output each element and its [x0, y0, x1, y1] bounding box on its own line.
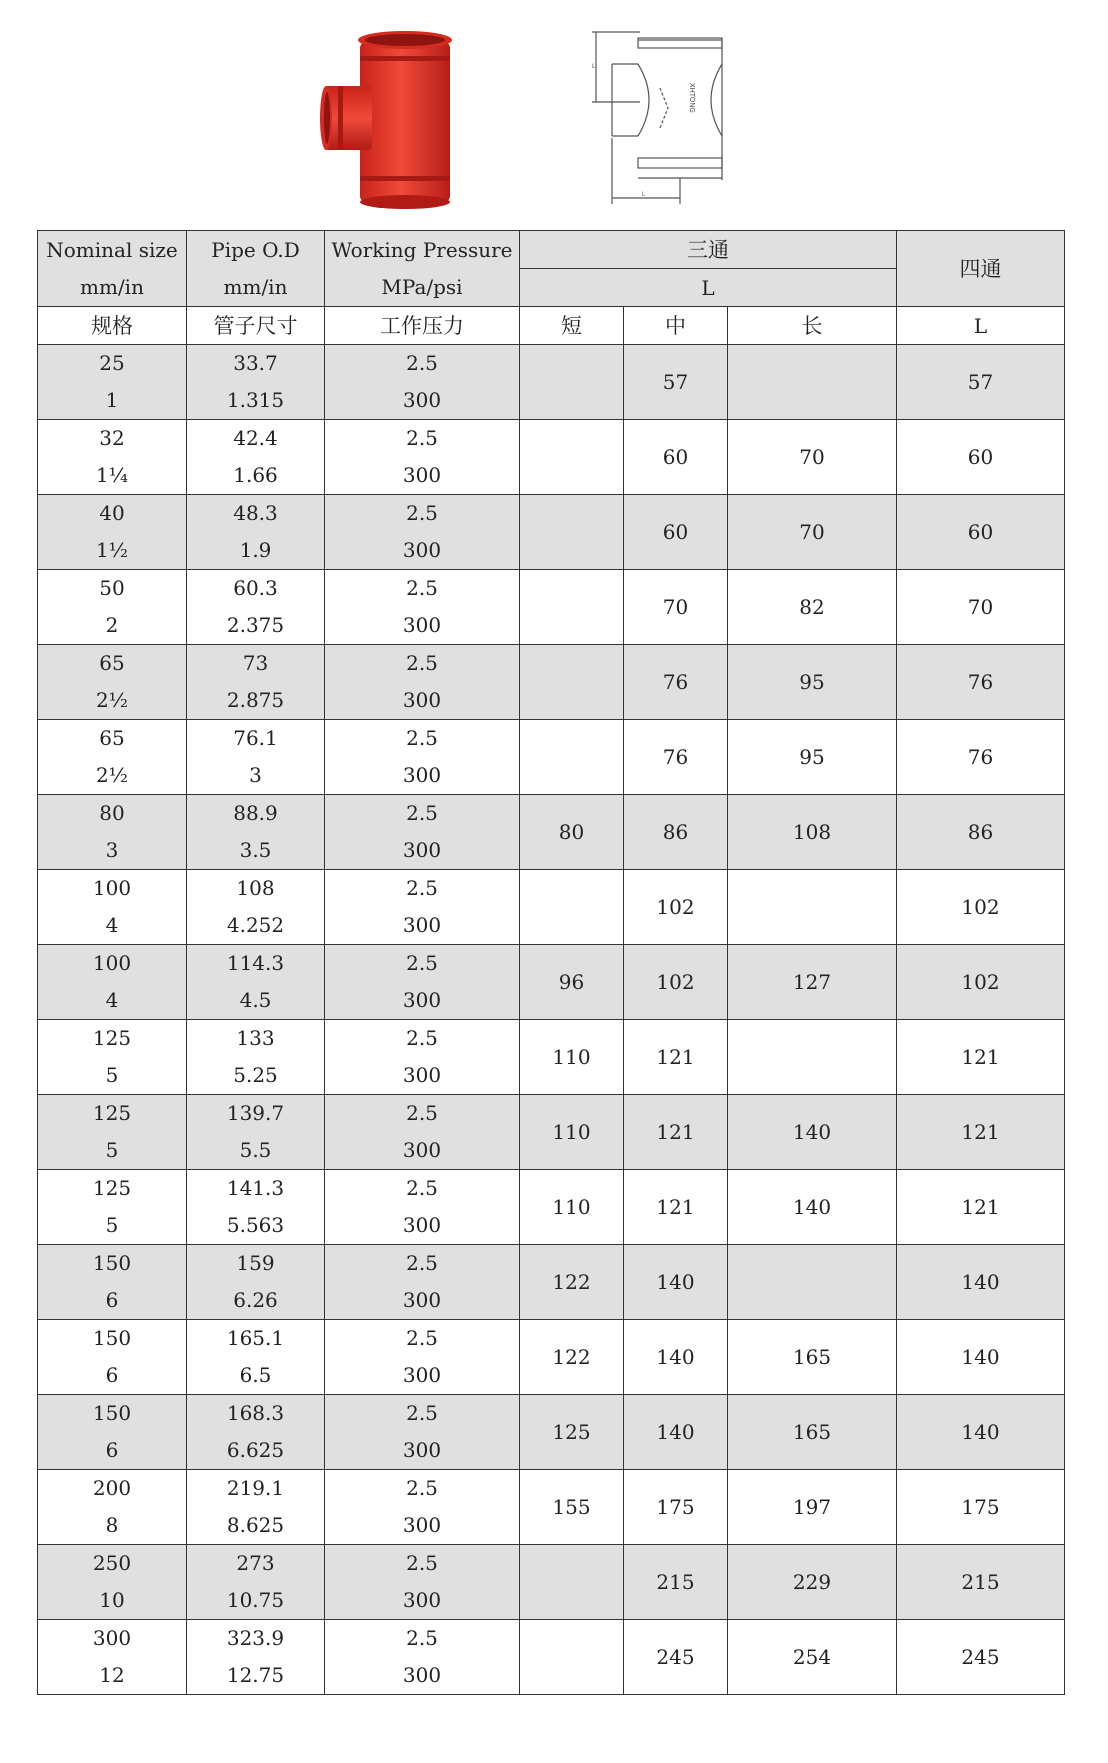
header-tee: 三通 [520, 231, 897, 269]
cell-pressure [325, 420, 520, 495]
cell-nominal-size [38, 420, 187, 495]
header-nominal-size [38, 231, 187, 307]
cell-pipe-od-in: 3.5 [239, 838, 272, 862]
cell-cross-l: 70 [897, 570, 1065, 645]
cell-short: 155 [520, 1470, 624, 1545]
cell-pipe-od-in: 1.66 [233, 463, 278, 487]
cell-pipe-od-in: 8.625 [226, 1513, 285, 1537]
cell-short: 96 [520, 945, 624, 1020]
header-working-pressure [325, 231, 520, 307]
cell-short: 110 [520, 1020, 624, 1095]
cell-nominal-size-in: 12 [99, 1663, 125, 1687]
cell-pipe-od-in: 10.75 [226, 1588, 285, 1612]
table-row [38, 945, 1065, 1020]
cell-medium: 60 [624, 495, 728, 570]
cell-pipe-od-mm: 60.3 [233, 576, 278, 600]
cell-short [520, 345, 624, 420]
cell-nominal-size-in: 6 [105, 1363, 119, 1387]
header-pipe-od-en: Pipe O.D [211, 237, 300, 262]
cell-pipe-od-in: 6.26 [233, 1288, 278, 1312]
table-body [38, 345, 1065, 1695]
cell-pressure-mm: 2.5 [406, 1626, 438, 1650]
cell-cross-l: 175 [897, 1470, 1065, 1545]
cell-pressure-mm: 2.5 [406, 1026, 438, 1050]
cell-cross-l: 102 [897, 945, 1065, 1020]
cell-nominal-size [38, 1395, 187, 1470]
cell-pressure [325, 1395, 520, 1470]
cell-short: 125 [520, 1395, 624, 1470]
cell-nominal-size-mm: 65 [99, 726, 125, 750]
cell-long: 70 [728, 420, 897, 495]
cell-long: 229 [728, 1545, 897, 1620]
cell-nominal-size [38, 1020, 187, 1095]
cell-nominal-size-in: 5 [105, 1138, 119, 1162]
cell-pressure [325, 1245, 520, 1320]
cell-long: 197 [728, 1470, 897, 1545]
table-row [38, 1020, 1065, 1095]
cell-nominal-size-in: 6 [105, 1438, 119, 1462]
cell-pipe-od-in: 6.5 [239, 1363, 272, 1387]
cell-nominal-size-mm: 150 [92, 1251, 132, 1275]
table-row [38, 1095, 1065, 1170]
header-cross: 四通 [897, 231, 1065, 307]
tee-fitting-photo [320, 26, 470, 211]
cell-medium: 121 [624, 1020, 728, 1095]
cell-long: 140 [728, 1095, 897, 1170]
cell-cross-l: 86 [897, 795, 1065, 870]
cell-short [520, 420, 624, 495]
cell-cross-l: 140 [897, 1320, 1065, 1395]
cell-pressure-mm: 2.5 [406, 576, 438, 600]
cell-medium: 245 [624, 1620, 728, 1695]
cell-nominal-size-in: 2½ [95, 763, 129, 787]
cell-nominal-size-in: 8 [105, 1513, 119, 1537]
cell-nominal-size [38, 570, 187, 645]
cell-pipe-od-in: 3 [249, 763, 262, 787]
cell-nominal-size-in: 1¼ [95, 463, 129, 487]
cell-nominal-size-mm: 125 [92, 1176, 132, 1200]
cell-medium: 121 [624, 1095, 728, 1170]
cell-pressure-mm: 2.5 [406, 951, 438, 975]
cell-cross-l: 140 [897, 1395, 1065, 1470]
header-cross-l: L [897, 307, 1065, 345]
table-row [38, 1320, 1065, 1395]
cell-pipe-od-in: 5.5 [239, 1138, 272, 1162]
cell-pipe-od-in: 2.375 [226, 613, 285, 637]
cell-pipe-od [187, 1320, 325, 1395]
cell-cross-l: 121 [897, 1095, 1065, 1170]
cell-nominal-size-in: 5 [105, 1213, 119, 1237]
cell-cross-l: 60 [897, 420, 1065, 495]
cell-pressure [325, 1320, 520, 1395]
cell-short: 110 [520, 1095, 624, 1170]
cell-cross-l: 60 [897, 495, 1065, 570]
drawing-label-l-bottom: L [642, 192, 646, 198]
cell-pressure-in: 300 [402, 913, 442, 937]
cell-pressure-in: 300 [402, 1063, 442, 1087]
cell-nominal-size-mm: 80 [99, 801, 125, 825]
cell-pipe-od-mm: 219.1 [226, 1476, 285, 1500]
cell-short [520, 495, 624, 570]
table-row [38, 345, 1065, 420]
cell-nominal-size [38, 1545, 187, 1620]
cell-pressure [325, 720, 520, 795]
cell-pressure-in: 300 [402, 988, 442, 1012]
cell-pressure [325, 1170, 520, 1245]
cell-pressure-in: 300 [402, 463, 442, 487]
cell-cross-l: 57 [897, 345, 1065, 420]
cell-pipe-od-in: 12.75 [226, 1663, 285, 1687]
cell-pipe-od-mm: 48.3 [233, 501, 278, 525]
cell-pressure-in: 300 [402, 388, 442, 412]
cell-nominal-size [38, 945, 187, 1020]
cell-pipe-od-in: 2.875 [226, 688, 285, 712]
cell-pipe-od [187, 1395, 325, 1470]
cell-pressure [325, 795, 520, 870]
cell-medium: 140 [624, 1245, 728, 1320]
cell-pressure [325, 870, 520, 945]
cell-nominal-size-in: 10 [99, 1588, 125, 1612]
cell-pressure-mm: 2.5 [406, 1176, 438, 1200]
table-row [38, 645, 1065, 720]
cell-pipe-od [187, 645, 325, 720]
table-row [38, 1245, 1065, 1320]
cell-pressure-in: 300 [402, 1288, 442, 1312]
cell-pipe-od [187, 870, 325, 945]
cell-medium: 76 [624, 720, 728, 795]
cell-nominal-size [38, 1470, 187, 1545]
cell-pressure [325, 1020, 520, 1095]
table-row [38, 1395, 1065, 1470]
cell-nominal-size-in: 3 [105, 838, 119, 862]
cell-nominal-size-mm: 40 [99, 501, 125, 525]
cell-medium: 175 [624, 1470, 728, 1545]
cell-pipe-od [187, 495, 325, 570]
header-row-1 [38, 231, 1065, 269]
cell-long: 108 [728, 795, 897, 870]
cell-long [728, 345, 897, 420]
cell-long: 82 [728, 570, 897, 645]
table-row [38, 1545, 1065, 1620]
cell-pipe-od-in: 6.625 [226, 1438, 285, 1462]
cell-short [520, 1545, 624, 1620]
cell-long [728, 1020, 897, 1095]
cell-medium: 102 [624, 945, 728, 1020]
cell-cross-l: 121 [897, 1170, 1065, 1245]
cell-nominal-size [38, 870, 187, 945]
cell-nominal-size-mm: 100 [92, 876, 132, 900]
cell-medium: 121 [624, 1170, 728, 1245]
cell-long: 95 [728, 720, 897, 795]
cell-nominal-size [38, 345, 187, 420]
header-tee-l: L [520, 269, 897, 307]
cell-medium: 102 [624, 870, 728, 945]
cell-short: 122 [520, 1320, 624, 1395]
cell-pressure-mm: 2.5 [406, 726, 438, 750]
cell-pipe-od-mm: 108 [236, 876, 275, 900]
cell-nominal-size-in: 2½ [95, 688, 129, 712]
cell-cross-l: 76 [897, 720, 1065, 795]
cell-long: 140 [728, 1170, 897, 1245]
header-pipe-od-unit: mm/in [223, 274, 288, 299]
cell-pipe-od [187, 795, 325, 870]
cell-nominal-size-in: 6 [105, 1288, 119, 1312]
cell-pipe-od-in: 4.5 [239, 988, 272, 1012]
cell-pipe-od-mm: 133 [236, 1026, 275, 1050]
cell-pipe-od-mm: 165.1 [226, 1326, 285, 1350]
cell-nominal-size-mm: 150 [92, 1326, 132, 1350]
cell-nominal-size-in: 2 [105, 613, 119, 637]
cell-long: 165 [728, 1320, 897, 1395]
cell-nominal-size-in: 1½ [95, 538, 129, 562]
cell-nominal-size-mm: 200 [92, 1476, 132, 1500]
cell-pressure-mm: 2.5 [406, 1551, 438, 1575]
cell-pressure-mm: 2.5 [406, 1401, 438, 1425]
cell-nominal-size [38, 1620, 187, 1695]
drawing-mark: XHTONG [688, 83, 695, 113]
cell-pressure [325, 345, 520, 420]
cell-pipe-od-mm: 168.3 [226, 1401, 285, 1425]
cell-long [728, 870, 897, 945]
header-pipe-od [187, 231, 325, 307]
cell-pressure-in: 300 [402, 763, 442, 787]
cell-pressure [325, 1545, 520, 1620]
cell-nominal-size-in: 4 [105, 913, 119, 937]
cell-pressure-in: 300 [402, 1663, 442, 1687]
cell-pipe-od [187, 1470, 325, 1545]
header-nominal-size-en: Nominal size [46, 237, 178, 262]
cell-long: 165 [728, 1395, 897, 1470]
cell-nominal-size [38, 795, 187, 870]
cell-pressure-in: 300 [402, 1588, 442, 1612]
cell-nominal-size-mm: 125 [92, 1026, 132, 1050]
cell-long: 127 [728, 945, 897, 1020]
table-row [38, 870, 1065, 945]
cell-nominal-size-mm: 125 [92, 1101, 132, 1125]
cell-nominal-size-in: 1 [105, 388, 119, 412]
cell-pipe-od-mm: 159 [236, 1251, 275, 1275]
cell-cross-l: 102 [897, 870, 1065, 945]
header-cn-pipe: 管子尺寸 [187, 307, 325, 345]
product-figures [0, 0, 1108, 225]
cell-short: 122 [520, 1245, 624, 1320]
table-row [38, 1470, 1065, 1545]
cell-pressure-in: 300 [402, 613, 442, 637]
cell-pressure [325, 495, 520, 570]
table-row [38, 420, 1065, 495]
cell-pipe-od-mm: 76.1 [233, 726, 278, 750]
cell-pressure-in: 300 [402, 1138, 442, 1162]
cell-short [520, 645, 624, 720]
cell-long: 95 [728, 645, 897, 720]
cell-pressure-in: 300 [402, 1213, 442, 1237]
cell-nominal-size-mm: 32 [99, 426, 125, 450]
cell-pipe-od-in: 5.25 [233, 1063, 278, 1087]
cell-pipe-od-mm: 73 [242, 651, 269, 675]
cell-pipe-od [187, 1545, 325, 1620]
cell-short [520, 870, 624, 945]
cell-pressure-mm: 2.5 [406, 351, 438, 375]
cell-pipe-od-mm: 33.7 [233, 351, 278, 375]
cell-long [728, 1245, 897, 1320]
cell-pipe-od [187, 720, 325, 795]
dimension-table [37, 230, 1065, 1695]
cell-pipe-od [187, 945, 325, 1020]
cell-nominal-size-in: 5 [105, 1063, 119, 1087]
table-row [38, 1170, 1065, 1245]
table-row [38, 1620, 1065, 1695]
cell-pressure-mm: 2.5 [406, 1251, 438, 1275]
cell-pipe-od-mm: 141.3 [226, 1176, 285, 1200]
cell-pressure [325, 945, 520, 1020]
cell-long: 254 [728, 1620, 897, 1695]
cell-pressure-mm: 2.5 [406, 876, 438, 900]
table-row [38, 495, 1065, 570]
cell-cross-l: 76 [897, 645, 1065, 720]
cell-pressure-mm: 2.5 [406, 1101, 438, 1125]
cell-pressure-mm: 2.5 [406, 501, 438, 525]
cell-pressure-in: 300 [402, 1513, 442, 1537]
cell-pressure-mm: 2.5 [406, 426, 438, 450]
header-cn-pressure: 工作压力 [325, 307, 520, 345]
header-long: 长 [728, 307, 897, 345]
cell-medium: 70 [624, 570, 728, 645]
cell-nominal-size-mm: 150 [92, 1401, 132, 1425]
cell-pressure [325, 645, 520, 720]
cell-pipe-od [187, 345, 325, 420]
cell-nominal-size [38, 1320, 187, 1395]
cell-pressure-in: 300 [402, 1363, 442, 1387]
cell-pressure-mm: 2.5 [406, 1476, 438, 1500]
cell-pipe-od-mm: 88.9 [233, 801, 278, 825]
cell-cross-l: 245 [897, 1620, 1065, 1695]
cell-medium: 57 [624, 345, 728, 420]
cell-nominal-size [38, 645, 187, 720]
table-row [38, 795, 1065, 870]
header-medium: 中 [624, 307, 728, 345]
cell-pressure-mm: 2.5 [406, 801, 438, 825]
table-row [38, 570, 1065, 645]
cell-long: 70 [728, 495, 897, 570]
cell-nominal-size-mm: 100 [92, 951, 132, 975]
cell-cross-l: 215 [897, 1545, 1065, 1620]
cell-medium: 86 [624, 795, 728, 870]
cell-medium: 60 [624, 420, 728, 495]
cell-nominal-size-mm: 65 [99, 651, 125, 675]
cell-short [520, 570, 624, 645]
cell-pressure [325, 1620, 520, 1695]
cell-pipe-od-mm: 114.3 [226, 951, 285, 975]
cell-nominal-size [38, 1245, 187, 1320]
cell-pipe-od [187, 420, 325, 495]
cell-pressure-in: 300 [402, 1438, 442, 1462]
cell-pressure [325, 1095, 520, 1170]
cell-cross-l: 121 [897, 1020, 1065, 1095]
cell-nominal-size-mm: 300 [92, 1626, 132, 1650]
cell-pipe-od-mm: 139.7 [226, 1101, 285, 1125]
cell-medium: 140 [624, 1395, 728, 1470]
header-cn-nominal: 规格 [38, 307, 187, 345]
cell-nominal-size [38, 495, 187, 570]
cell-medium: 215 [624, 1545, 728, 1620]
cell-pipe-od [187, 1245, 325, 1320]
cell-pressure-in: 300 [402, 538, 442, 562]
drawing-label-l: L [592, 64, 596, 70]
tee-dimension-drawing [590, 28, 740, 208]
header-working-pressure-en: Working Pressure [331, 237, 513, 262]
cell-nominal-size-in: 4 [105, 988, 119, 1012]
table-row [38, 720, 1065, 795]
cell-nominal-size-mm: 50 [99, 576, 125, 600]
cell-pipe-od-mm: 273 [236, 1551, 275, 1575]
header-row-cn [38, 307, 1065, 345]
cell-medium: 76 [624, 645, 728, 720]
cell-short: 80 [520, 795, 624, 870]
cell-pipe-od [187, 1095, 325, 1170]
header-working-pressure-unit: MPa/psi [381, 274, 463, 299]
cell-short: 110 [520, 1170, 624, 1245]
cell-pipe-od-in: 4.252 [226, 913, 285, 937]
cell-pipe-od-in: 1.315 [226, 388, 285, 412]
cell-pressure [325, 570, 520, 645]
cell-nominal-size [38, 1170, 187, 1245]
cell-nominal-size-mm: 25 [99, 351, 125, 375]
cell-pipe-od-mm: 323.9 [226, 1626, 285, 1650]
cell-pipe-od-mm: 42.4 [233, 426, 278, 450]
cell-pipe-od [187, 1620, 325, 1695]
cell-short [520, 720, 624, 795]
cell-cross-l: 140 [897, 1245, 1065, 1320]
cell-nominal-size [38, 1095, 187, 1170]
cell-nominal-size [38, 720, 187, 795]
cell-pipe-od-in: 1.9 [239, 538, 272, 562]
cell-pipe-od [187, 1020, 325, 1095]
header-nominal-size-unit: mm/in [80, 274, 144, 299]
cell-short [520, 1620, 624, 1695]
cell-pipe-od [187, 570, 325, 645]
cell-pressure-in: 300 [402, 688, 442, 712]
cell-nominal-size-mm: 250 [92, 1551, 132, 1575]
cell-pressure-mm: 2.5 [406, 1326, 438, 1350]
cell-pressure-in: 300 [402, 838, 442, 862]
cell-pressure-mm: 2.5 [406, 651, 438, 675]
header-short: 短 [520, 307, 624, 345]
cell-pipe-od [187, 1170, 325, 1245]
cell-pipe-od-in: 5.563 [226, 1213, 285, 1237]
cell-pressure [325, 1470, 520, 1545]
cell-medium: 140 [624, 1320, 728, 1395]
